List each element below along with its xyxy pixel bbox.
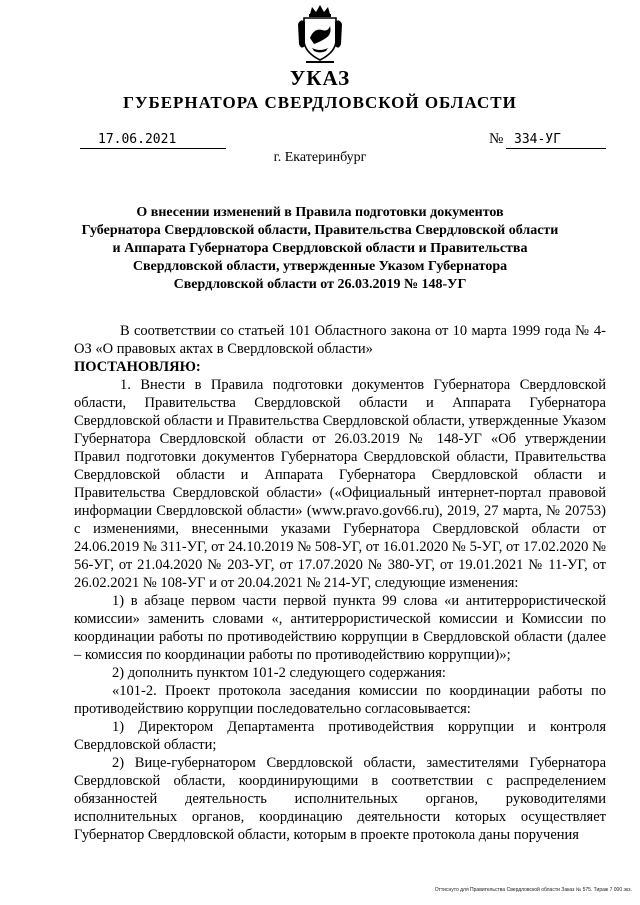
decree-date: 17.06.2021 <box>80 132 226 149</box>
quoted-point-1-paragraph: 1) Директором Департамента противодействия коррупции и контроля Свердловской области; <box>74 719 606 753</box>
quoted-clause-paragraph: «101-2. Проект протокола заседания комиссии по координации работы по противодействию коррупции последовательно согласовывается: <box>74 683 606 717</box>
document-issuer: ГУБЕРНАТОРА СВЕРДЛОВСКОЙ ОБЛАСТИ <box>123 93 517 112</box>
item-1-paragraph: 1. Внести в Правила подготовки документов Губернатора Свердловской области, Правительства Свердловской области и Аппарата Губернатора Свердловской области и Правительства Свердловской области, утвержденные Указом Губернатора Свердловской области от 26.03.2019 № 148-УГ «Об утверждении Правил подготовки документов Губернатора Свердловской области, Правительства Свердловской области и Аппарата Губернатора Свердловской области и Правительства Свердловской области» («Официальный интернет-портал правовой информации Свердловской области» (www.pravo.gov66.ru), 2019, 27 марта, № 20753) с изменениями, внесенными указами Губернатора Свердловской области от 24.06.2019 № 311-УГ, от 24.10.2019 № 508-УГ, от 16.01.2020 № 5-УГ, от 17.02.2020 № 56-УГ, от 21.04.2020 № 203-УГ, от 17.07.2020 № 380-УГ, от 19.01.2021 № 11-УГ, от 26.02.2021 № 108-УГ и от 20.04.2021 № 214-УГ, следующие изменения: <box>74 377 606 591</box>
quoted-point-2-paragraph: 2) Вице-губернатором Свердловской области, заместителями Губернатора Свердловской области, координирующими в соответствии с распределением обязанностей деятельность исполнительных органов, руководителями исполнительных органов, координацию деятельности которых осуществляет Губернатор Свердловской области, которым в проекте протокола даны поручения <box>74 755 606 843</box>
sverdlovsk-coat-of-arms-icon <box>296 4 344 64</box>
document-title: УКАЗ <box>289 66 351 90</box>
subitem-1-paragraph: 1) в абзаце первом части первой пункта 99 слова «и антитеррористической комиссии» заменить словами «, антитеррористической комиссии и Комиссии по координации работы по противодействию коррупции в Свердловской области (далее – комиссия по координации работы по противодействию коррупции)»; <box>74 593 606 663</box>
heading-line: Губернатора Свердловской области, Правительства Свердловской области <box>81 223 559 238</box>
heading-line: Свердловской области от 26.03.2019 № 148-УГ <box>173 277 467 292</box>
decree-keyword: ПОСТАНОВЛЯЮ: <box>74 359 201 375</box>
decree-number: 334-УГ <box>506 132 606 149</box>
decree-heading <box>70 204 570 294</box>
heading-line: и Аппарата Губернатора Свердловской области и Правительства <box>112 241 528 256</box>
decree-body <box>74 322 606 844</box>
subitem-2-paragraph: 2) дополнить пунктом 101-2 следующего содержания: <box>112 665 446 681</box>
city: г. Екатеринбург <box>273 150 367 165</box>
heading-line: О внесении изменений в Правила подготовки документов <box>136 205 504 220</box>
printer-imprint: Оттиснуто для Правительства Свердловской области Заказ № 575. Тираж 7 000 экз. <box>434 887 632 893</box>
number-sign: № <box>489 131 504 147</box>
intro-paragraph: В соответствии со статьей 101 Областного закона от 10 марта 1999 года № 4-ОЗ «О правовых актах в Свердловской области» <box>74 323 606 357</box>
heading-line: Свердловской области, утвержденные Указом Губернатора <box>132 259 508 274</box>
